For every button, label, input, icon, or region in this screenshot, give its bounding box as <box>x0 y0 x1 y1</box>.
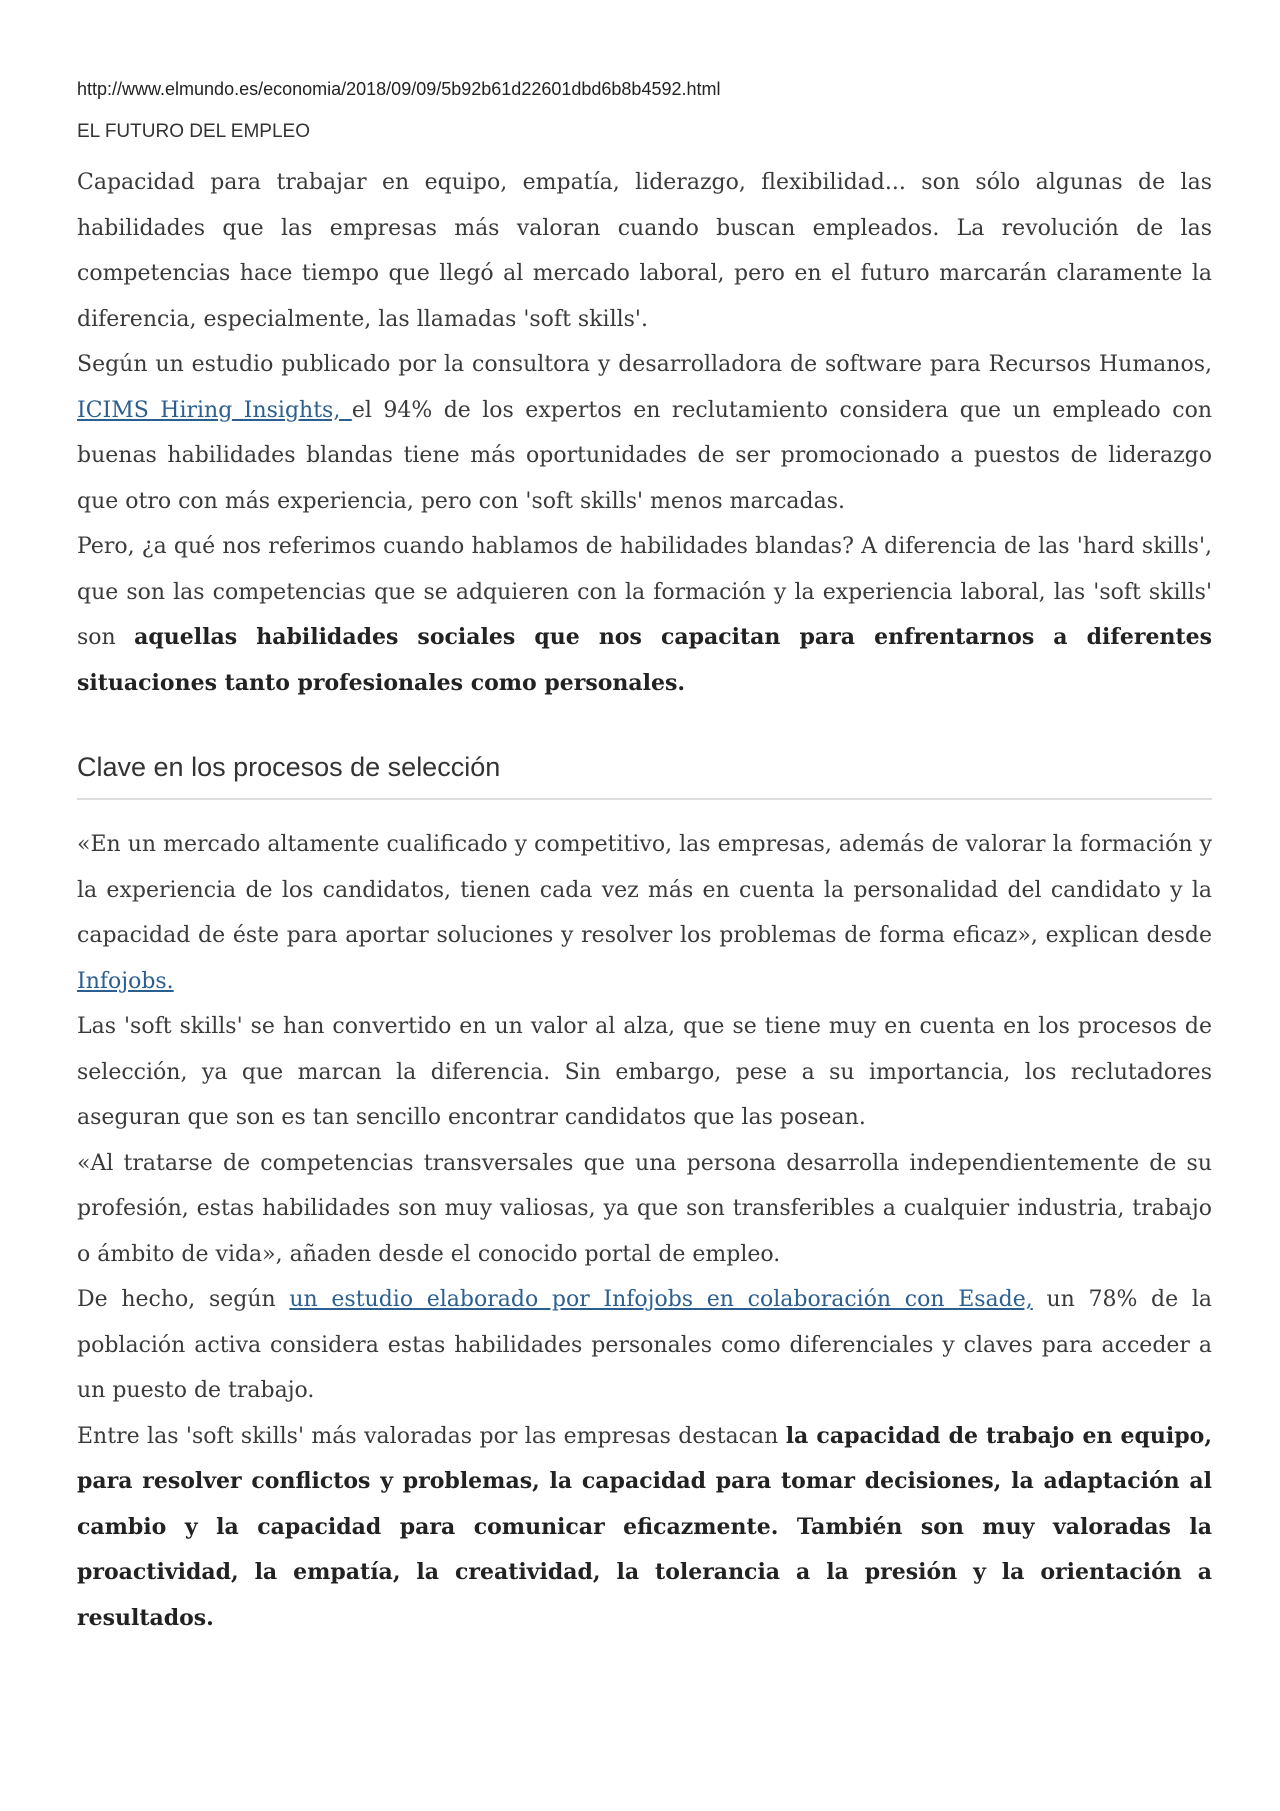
icims-hiring-insights-link[interactable]: ICIMS Hiring Insights, <box>77 397 352 423</box>
paragraph-2-text-end: el 94% de los expertos en reclutamiento considera que un empleado con buenas habilidades blandas tiene más oportunidades de ser promocionado a puestos de liderazgo que otro con más experiencia, pero con 'soft skills' menos marcadas. <box>77 397 1212 514</box>
paragraph-7-text-end: un 78% de la población activa considera estas habilidades personales como diferenciales y claves para acceder a un puesto de trabajo. <box>77 1287 1212 1403</box>
document-page <box>77 78 1212 1641</box>
paragraph-3-bold-text: aquellas habilidades sociales que nos capacitan para enfrentarnos a diferentes situaciones tanto profesionales como personales. <box>77 624 1212 696</box>
paragraph-4 <box>77 822 1212 1004</box>
paragraph-5: Las 'soft skills' se han convertido en un valor al alza, que se tiene muy en cuenta en los procesos de selección, ya que marcan la diferencia. Sin embargo, pese a su importancia, los reclutadores aseguran que son es tan sencillo encontrar candidatos que las posean. <box>77 1014 1212 1130</box>
paragraph-7-text-start: De hecho, según <box>77 1287 290 1312</box>
paragraph-2 <box>77 342 1212 524</box>
paragraph-6: «Al tratarse de competencias transversales que una persona desarrolla independientemente de su profesión, estas habilidades son muy valiosas, ya que son transferibles a cualquier industria, trabajo o ámbito de vida», añaden desde el conocido portal de empleo. <box>77 1150 1212 1267</box>
infojobs-esade-study-link[interactable]: un estudio elaborado por Infojobs en colaboración con Esade, <box>289 1287 1033 1312</box>
paragraph-8-text-start: Entre las 'soft skills' más valoradas por las empresas destacan <box>77 1423 786 1449</box>
section-label: EL FUTURO DEL EMPLEO <box>77 121 310 142</box>
paragraph-4-text-start: «En un mercado altamente cualificado y competitivo, las empresas, además de valorar la formación y la experiencia de los candidatos, tienen cada vez más en cuenta la personalidad del candidato y la capacidad de éste para aportar soluciones y resolver los problemas de forma eficaz», explican desde <box>77 832 1212 948</box>
paragraph-3-text-start: Pero, ¿a qué nos referimos cuando hablamos de habilidades blandas? A diferencia de las 'hard skills', que son las competencias que se adquieren con la formación y la experiencia laboral, las 'soft skills' son <box>77 534 1212 650</box>
paragraph-8-bold-text: la capacidad de trabajo en equipo, para resolver conflictos y problemas, la capacidad para tomar decisiones, la adaptación al cambio y la capacidad para comunicar eficazmente. También son muy valoradas la proactividad, la empatía, la creatividad, la tolerancia a la presión y la orientación a resultados. <box>77 1422 1212 1631</box>
section-heading: Clave en los procesos de selección <box>77 750 1212 800</box>
paragraph-7 <box>77 1277 1212 1414</box>
paragraph-3 <box>77 524 1212 706</box>
source-url: http://www.elmundo.es/economia/2018/09/09/5b92b61d22601dbd6b8b4592.html <box>77 79 721 99</box>
paragraph-2-text-start: Según un estudio publicado por la consultora y desarrolladora de software para Recursos Humanos, <box>77 352 1212 377</box>
paragraph-8 <box>77 1414 1212 1642</box>
paragraph-1: Capacidad para trabajar en equipo, empatía, liderazgo, flexibilidad... son sólo algunas de las habilidades que las empresas más valoran cuando buscan empleados. La revolución de las competencias hace tiempo que llegó al mercado laboral, pero en el futuro marcarán claramente la diferencia, especialmente, las llamadas 'soft skills'. <box>77 170 1212 332</box>
infojobs-link[interactable]: Infojobs. <box>77 968 174 994</box>
